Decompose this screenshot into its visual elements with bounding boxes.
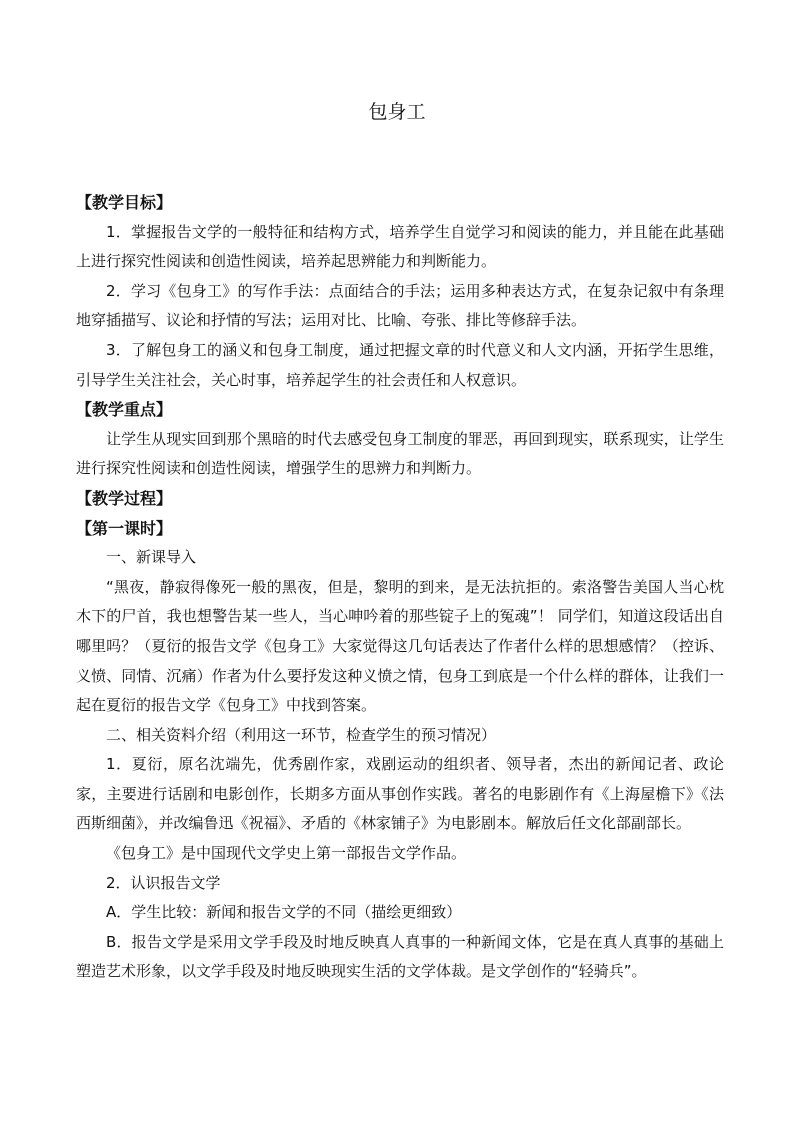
goal-paragraph-1: 1．掌握报告文学的一般特征和结构方式，培养学生自觉学习和阅读的能力，并且能在此基础上进行探究性阅读和创造性阅读，培养起思辨能力和判断能力。: [76, 222, 724, 271]
section-heading-goals: 【教学目标】: [76, 193, 173, 212]
work-paragraph: 《包身工》是中国现代文学史上第一部报告文学作品。: [106, 844, 467, 863]
intro-title: 一、新课导入: [106, 548, 197, 567]
author-paragraph: 1．夏衍，原名沈端先，优秀剧作家，戏剧运动的组织者、领导者，杰出的新闻记者、政论家，主要进行话剧和电影创作，长期多方面从事创作实践。著名的电影剧作有《上海屋檐下》《法西斯细菌》，并改编鲁迅《祝福》、矛盾的《林家铺子》为电影剧本。解放后任文化部副部长。: [76, 755, 724, 833]
document-body: [76, 188, 724, 987]
focus-paragraph: 让学生从现实回到那个黑暗的时代去感受包身工制度的罪恶，再回到现实，联系现实，让学生进行探究性阅读和创造性阅读，增强学生的思辨力和判断力。: [76, 429, 724, 478]
page-title: 包身工: [368, 101, 426, 123]
section-heading-process: 【教学过程】: [76, 488, 173, 508]
goal-paragraph-2: 2．学习《包身工》的写作手法：点面结合的手法；运用多种表达方式，在复杂记叙中有条理地穿插描写、议论和抒情的写法；运用对比、比喻、夸张、排比等修辞手法。: [76, 281, 724, 330]
section-heading-focus: 【教学重点】: [76, 400, 173, 420]
material-title: 二、相关资料介绍（利用这一环节，检查学生的预习情况）: [106, 725, 497, 744]
goal-paragraph-3: 3．了解包身工的涵义和包身工制度，通过把握文章的时代意义和人文内涵，开拓学生思维，引导学生关注社会，关心时事，培养起学生的社会责任和人权意识。: [76, 340, 724, 389]
section-heading-lesson1: 【第一课时】: [76, 518, 173, 538]
intro-paragraph: “黑夜，静寂得像死一般的黑夜，但是，黎明的到来，是无法抗拒的。索洛警告美国人当心枕木下的尸首，我也想警告某一些人，当心呻吟着的那些锭子上的冤魂”！ 同学们，知道这段话出自哪里吗？（夏衍的报告文学《包身工》大家觉得这几句话表达了作者什么样的思想感情？（控诉、义愤、同情、沉痛）作者为什么要抒发这种义愤之情，包身工到底是一个什么样的群体，让我们一起在夏衍的报告文学《包身工》中找到答案。: [76, 577, 724, 715]
genre-item-b: B．报告文学是采用文学手段及时地反映真人真事的一种新闻文体，它是在真人真事的基础上塑造艺术形象，以文学手段及时地反映现实生活的文学体裁。是文学创作的“轻骑兵”。: [76, 932, 724, 981]
genre-title: 2．认识报告文学: [106, 873, 221, 892]
genre-item-a: A．学生比较：新闻和报告文学的不同（描绘更细致）: [106, 903, 462, 922]
